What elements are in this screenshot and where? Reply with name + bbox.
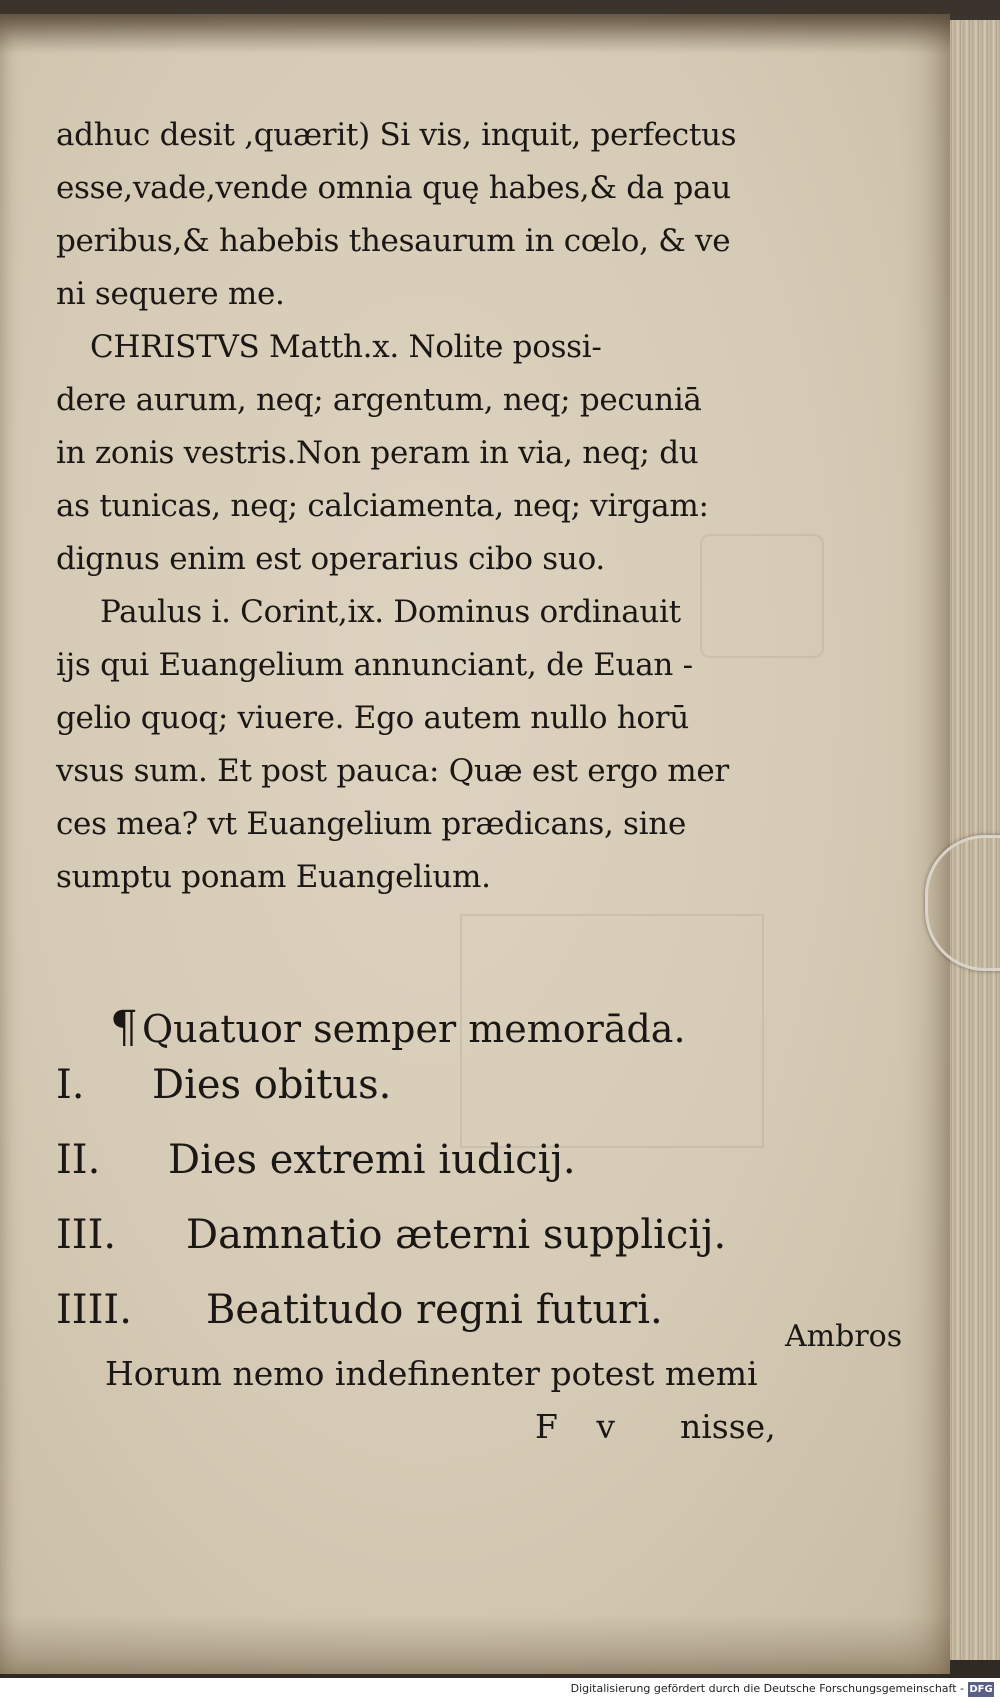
text-line: vsus sum. Et post pauca: Quæ est ergo mer — [56, 753, 729, 789]
text-line: esse,vade,vende omnia quę habes,& da pau — [56, 170, 731, 206]
list-numeral: I. — [56, 1062, 85, 1108]
text-line: sumptu ponam Euangelium. — [56, 859, 491, 895]
list-numeral: II. — [56, 1137, 101, 1183]
section-heading — [110, 1002, 686, 1053]
text-line: as tunicas, neq; calciamenta, neq; virgam: — [56, 488, 709, 524]
signature-mark: F v — [535, 1407, 616, 1446]
page-bottom-shade — [0, 1614, 950, 1674]
list-text: Damnatio æterni supplicij. — [186, 1212, 727, 1258]
book-page — [0, 14, 950, 1674]
list-item — [56, 1212, 726, 1258]
list-text: Dies obitus. — [152, 1062, 392, 1108]
page-shadow — [0, 14, 950, 54]
footer-bar — [0, 1678, 1000, 1702]
text-line: adhuc desit ,quærit) Si vis, inquit, perfectus — [56, 117, 737, 153]
list-numeral: III. — [56, 1212, 117, 1258]
section-heading-text: Quatuor semper memorāda. — [142, 1007, 686, 1051]
text-line: Paulus i. Corint,ix. Dominus ordinauit — [100, 594, 681, 630]
dfg-logo: DFG — [969, 1684, 993, 1695]
text-line: ni sequere me. — [56, 276, 285, 312]
catchword: nisse, — [680, 1407, 776, 1446]
list-item — [56, 1287, 663, 1333]
list-numeral: IIII. — [56, 1287, 132, 1333]
main-text — [56, 109, 786, 904]
text-line: CHRISTVS Matth.x. Nolite possi- — [90, 329, 602, 365]
list-item — [56, 1062, 391, 1108]
text-line: dere aurum, neq; argentum, neq; pecuniā — [56, 382, 702, 418]
closing-line: Horum nemo indefinenter potest memi — [105, 1354, 758, 1393]
text-line: peribus,& habebis thesaurum in cœlo, & ve — [56, 223, 731, 259]
funding-credit: Digitalisierung gefördert durch die Deutsche Forschungsgemeinschaft - — [570, 1682, 964, 1695]
text-line: in zonis vestris.Non peram in via, neq; du — [56, 435, 699, 471]
text-line: ijs qui Euangelium annunciant, de Euan - — [56, 647, 693, 683]
margin-note: Ambros — [785, 1319, 903, 1354]
pilcrow-icon: ¶ — [110, 1002, 138, 1053]
list-text: Beatitudo regni futuri. — [206, 1287, 663, 1333]
text-line: ces mea? vt Euangelium prædicans, sine — [56, 806, 686, 842]
list-item — [56, 1137, 576, 1183]
list-text: Dies extremi iudicij. — [168, 1137, 576, 1183]
text-line: dignus enim est operarius cibo suo. — [56, 541, 605, 577]
text-line: gelio quoq; viuere. Ego autem nullo horū — [56, 700, 689, 736]
